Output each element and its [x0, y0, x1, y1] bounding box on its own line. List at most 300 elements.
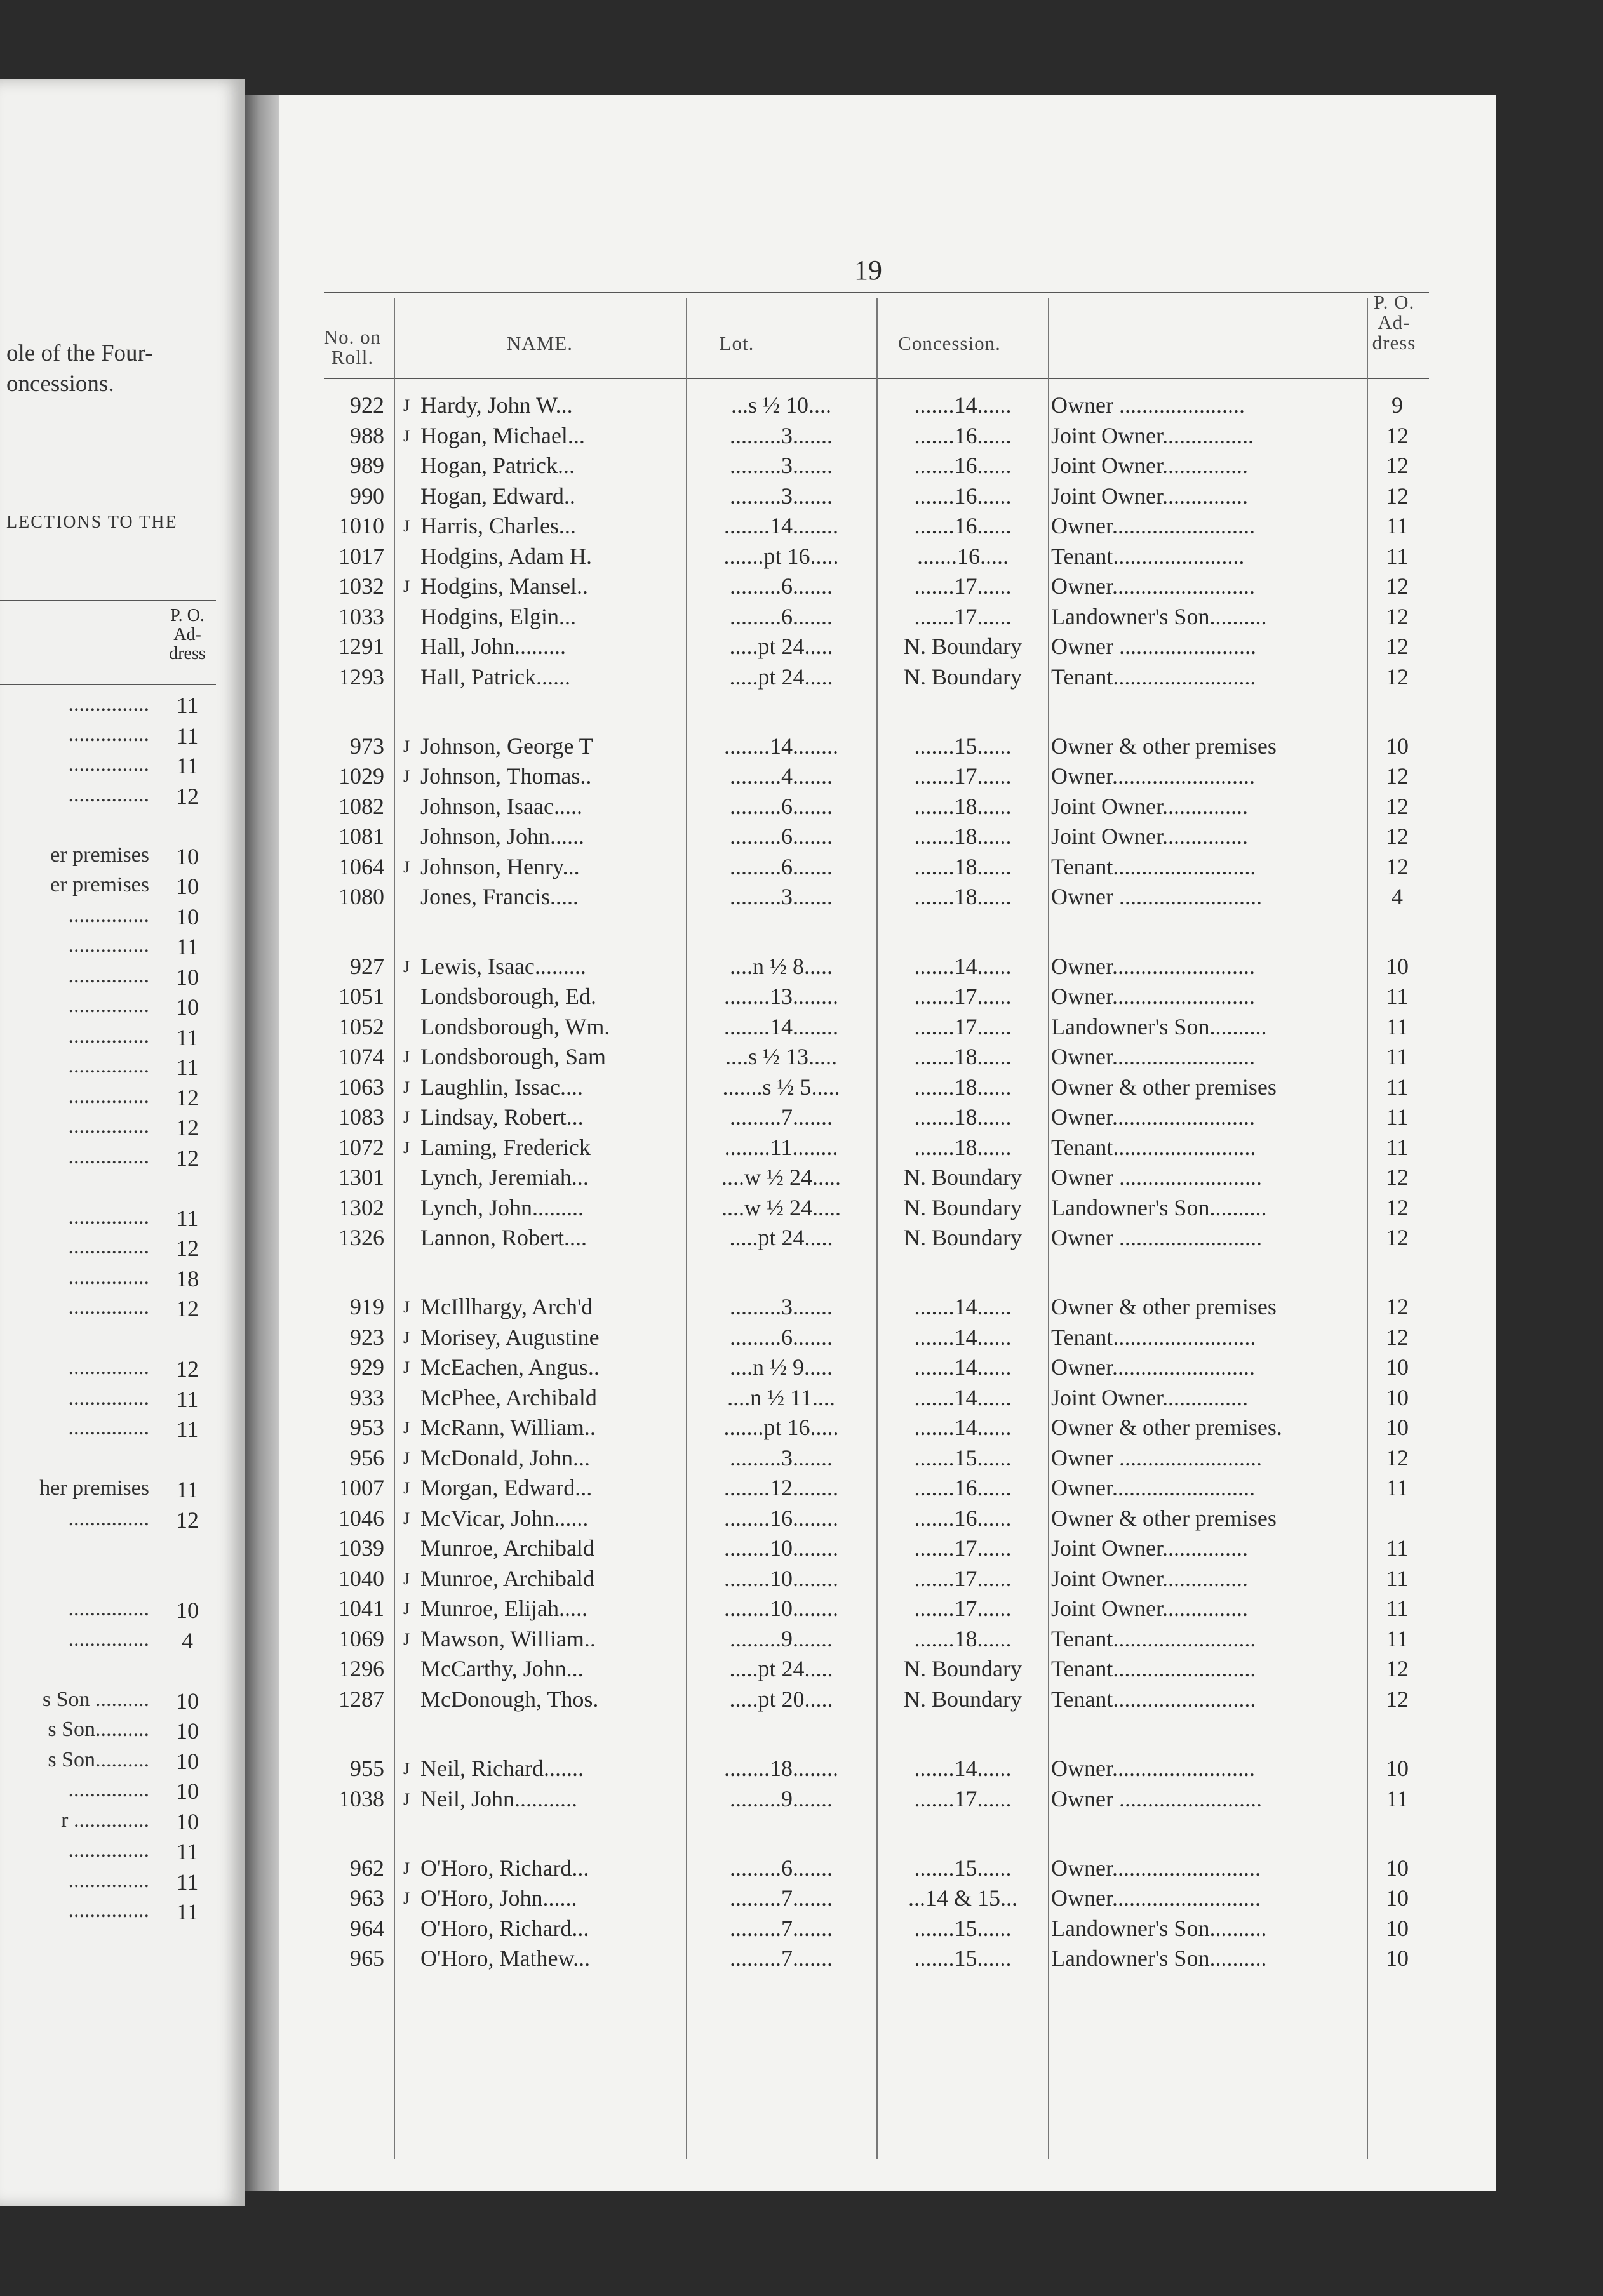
left-top-rule — [0, 600, 216, 601]
table-row — [279, 1012, 1423, 1042]
table-row — [279, 1133, 1423, 1163]
left-row-text: ............... — [68, 722, 149, 746]
table-row — [279, 1223, 1423, 1253]
po-address: 10 — [1386, 1756, 1409, 1781]
voter-name: Munroe, Archibald — [420, 1565, 594, 1591]
roll-number: 1046 — [339, 1505, 384, 1531]
left-row-po: 11 — [176, 1477, 199, 1502]
roll-number: 1038 — [339, 1785, 384, 1812]
qualification: Owner......................... — [1051, 1475, 1255, 1501]
header-name: NAME. — [506, 332, 573, 354]
voter-name: Mawson, William.. — [420, 1625, 596, 1652]
left-row-po: 10 — [176, 843, 199, 869]
left-row-text: ............... — [68, 1084, 149, 1108]
left-row-text: ............... — [68, 1506, 149, 1530]
qualification: Owner.......................... — [1051, 1855, 1261, 1881]
qualification: Joint Owner............... — [1051, 824, 1248, 850]
left-row-po: 11 — [176, 934, 199, 959]
po-address: 11 — [1386, 1596, 1409, 1622]
header-lot: Lot. — [719, 332, 755, 354]
left-row-po: 4 — [182, 1627, 193, 1653]
concession: .......15...... — [914, 1445, 1012, 1471]
qualification: Owner ......................... — [1051, 1445, 1262, 1471]
table-row — [279, 822, 1423, 851]
roll-number: 1041 — [339, 1596, 384, 1622]
qualification: Owner......................... — [1051, 1104, 1255, 1130]
table-row — [279, 1193, 1423, 1223]
po-address: 12 — [1386, 573, 1409, 599]
qualification: Owner......................... — [1051, 763, 1255, 789]
voter-name: Morgan, Edward... — [420, 1475, 593, 1501]
po-address: 12 — [1386, 1225, 1409, 1250]
lot-number: ....s ½ 13..... — [725, 1044, 837, 1069]
juror-mark: J — [403, 1789, 410, 1808]
left-row-text: ............... — [68, 1205, 149, 1229]
juror-mark: J — [403, 1448, 410, 1467]
left-row-po: 10 — [176, 1748, 199, 1774]
roll-number: 953 — [350, 1415, 384, 1441]
left-row-po: 12 — [176, 1145, 199, 1171]
left-row-po: 10 — [176, 1688, 199, 1714]
roll-number: 962 — [350, 1855, 384, 1881]
voter-name: O'Horo, Richard... — [420, 1855, 589, 1881]
lot-number: .........6....... — [730, 1855, 833, 1881]
roll-number: 973 — [350, 733, 384, 759]
table-row — [279, 982, 1423, 1011]
lot-number: ...s ½ 10.... — [730, 392, 831, 418]
concession: .......18...... — [914, 1074, 1012, 1100]
juror-mark: J — [403, 1889, 410, 1908]
po-address: 10 — [1386, 1915, 1409, 1941]
juror-mark: J — [403, 1759, 410, 1778]
concession: .......18...... — [914, 884, 1012, 910]
lot-number: .........9....... — [730, 1625, 833, 1652]
lot-number: .........3....... — [730, 453, 833, 478]
left-heading-line-2: oncessions. — [6, 371, 114, 397]
voter-name: McPhee, Archibald — [420, 1384, 597, 1410]
header-po: P. O. Ad- dress — [1372, 291, 1416, 354]
concession: ...14 & 15... — [908, 1885, 1017, 1911]
roll-number: 1033 — [339, 603, 384, 629]
lot-number: .........9....... — [730, 1785, 833, 1812]
page-number: 19 — [854, 255, 882, 286]
left-row-po: 10 — [176, 874, 199, 899]
left-row-text: ............... — [68, 782, 149, 806]
lot-number: ........10........ — [724, 1565, 838, 1591]
po-address: 11 — [1386, 1785, 1409, 1812]
voter-name: Hodgins, Elgin... — [420, 603, 577, 629]
lot-number: .....pt 24..... — [729, 664, 833, 690]
qualification: Owner......................... — [1051, 1044, 1255, 1069]
table-row — [279, 421, 1423, 451]
left-row-text: ............... — [68, 752, 149, 776]
qualification: Owner......................... — [1051, 953, 1255, 979]
voter-name: Lannon, Robert.... — [420, 1225, 587, 1250]
roll-number: 963 — [350, 1885, 384, 1911]
po-address: 12 — [1386, 603, 1409, 629]
voter-name: McVicar, John...... — [420, 1505, 589, 1531]
roll-number: 1007 — [339, 1475, 384, 1501]
qualification: Landowner's Son.......... — [1051, 1915, 1267, 1941]
left-row-po: 10 — [176, 994, 199, 1020]
left-row-po: 10 — [176, 904, 199, 930]
left-row-po: 11 — [176, 753, 199, 778]
qualification: Owner & other premises. — [1051, 1415, 1282, 1441]
po-address: 12 — [1386, 1324, 1409, 1350]
left-row-text: er premises — [50, 873, 149, 897]
left-row-po: 11 — [176, 1899, 199, 1925]
roll-number: 1296 — [339, 1656, 384, 1682]
concession: .......17...... — [914, 1785, 1012, 1812]
roll-number: 1040 — [339, 1565, 384, 1591]
roll-number: 929 — [350, 1354, 384, 1380]
juror-mark: J — [403, 1479, 410, 1498]
lot-number: .........6....... — [730, 824, 833, 850]
voter-name: Lindsay, Robert... — [420, 1104, 584, 1130]
lot-number: .....pt 24..... — [729, 634, 833, 659]
table-row — [279, 1383, 1423, 1413]
table-row — [279, 792, 1423, 822]
roll-number: 1017 — [339, 543, 384, 569]
qualification: Owner ......................... — [1051, 1225, 1262, 1250]
roll-number: 1072 — [339, 1134, 384, 1160]
left-heading-line-1: ole of the Four- — [6, 340, 153, 366]
right-page — [279, 95, 1496, 2191]
book-gutter — [245, 95, 283, 2191]
concession: .......18...... — [914, 793, 1012, 819]
po-address: 10 — [1386, 733, 1409, 759]
roll-number: 1293 — [339, 664, 384, 690]
po-address: 4 — [1392, 884, 1403, 910]
left-page-fragment — [0, 79, 245, 2206]
header-concession: Concession. — [898, 332, 1001, 354]
roll-number: 1064 — [339, 853, 384, 879]
po-address: 11 — [1386, 1044, 1409, 1069]
left-row-text: ............... — [68, 1627, 149, 1651]
juror-mark: J — [403, 767, 410, 786]
po-address: 10 — [1386, 1885, 1409, 1911]
table-row — [279, 602, 1423, 632]
qualification: Joint Owner................ — [1051, 422, 1254, 448]
left-row-text: ............... — [68, 1265, 149, 1289]
concession: .......14...... — [914, 1324, 1012, 1350]
lot-number: ........10........ — [724, 1535, 838, 1561]
juror-mark: J — [403, 737, 410, 756]
table-row — [279, 1413, 1423, 1443]
table-row — [279, 1102, 1423, 1132]
table-row — [279, 1624, 1423, 1654]
left-row-text: ............... — [68, 903, 149, 927]
po-address: 12 — [1386, 824, 1409, 850]
lot-number: ........16........ — [724, 1505, 838, 1531]
left-row-po: 12 — [176, 1115, 199, 1140]
lot-number: .....pt 20..... — [729, 1686, 833, 1712]
concession: .......17...... — [914, 1013, 1012, 1039]
left-row-text: ............... — [68, 692, 149, 716]
qualification: Owner & other premises — [1051, 1505, 1277, 1531]
po-address: 11 — [1386, 1475, 1409, 1501]
left-row-text: ............... — [68, 1778, 149, 1801]
left-row-po: 18 — [176, 1265, 199, 1292]
concession: .......18...... — [914, 1104, 1012, 1130]
voter-name: O'Horo, Mathew... — [420, 1946, 591, 1972]
qualification: Tenant......................... — [1051, 853, 1256, 879]
lot-number: ....n ½ 11.... — [727, 1384, 835, 1410]
left-row-text: s Son.......... — [48, 1747, 149, 1772]
left-row-po: 10 — [176, 964, 199, 990]
concession: .......17...... — [914, 1535, 1012, 1561]
roll-number: 1082 — [339, 793, 384, 819]
lot-number: ........18........ — [724, 1756, 838, 1781]
concession: .......16...... — [914, 1505, 1012, 1531]
left-row-text: s Son.......... — [48, 1718, 149, 1741]
concession: N. Boundary — [904, 664, 1022, 690]
voter-name: Hall, John......... — [420, 634, 566, 659]
qualification: Owner ......................... — [1051, 884, 1262, 910]
lot-number: .........7....... — [730, 1885, 833, 1911]
voter-name: O'Horo, Richard... — [420, 1915, 589, 1941]
qualification: Owner ...................... — [1051, 392, 1245, 418]
concession: .......16..... — [917, 543, 1009, 569]
left-row-po: 11 — [176, 1055, 199, 1080]
roll-number: 965 — [350, 1946, 384, 1972]
concession: .......17...... — [914, 573, 1012, 599]
po-address: 11 — [1386, 513, 1409, 538]
concession: .......18...... — [914, 1625, 1012, 1652]
table-row — [279, 1594, 1423, 1624]
roll-number: 1083 — [339, 1104, 384, 1130]
qualification: Owner ......................... — [1051, 1165, 1262, 1190]
po-address: 11 — [1386, 1565, 1409, 1591]
po-address: 10 — [1386, 1415, 1409, 1441]
concession: .......14...... — [914, 392, 1012, 418]
table-row — [279, 1292, 1423, 1322]
left-row-text: ............... — [68, 1597, 149, 1620]
qualification: Tenant......................... — [1051, 1324, 1256, 1350]
concession: N. Boundary — [904, 1165, 1022, 1190]
qualification: Owner & other premises — [1051, 733, 1277, 759]
left-row-po: 10 — [176, 1808, 199, 1834]
juror-mark: J — [403, 1048, 410, 1066]
qualification: Tenant....................... — [1051, 543, 1245, 569]
voter-name: McEachen, Angus.. — [420, 1354, 600, 1380]
concession: N. Boundary — [904, 1656, 1022, 1682]
voter-name: Hodgins, Mansel.. — [420, 573, 588, 599]
concession: .......18...... — [914, 1134, 1012, 1160]
table-row — [279, 1072, 1423, 1102]
po-address: 11 — [1386, 1134, 1409, 1160]
table-row — [279, 1443, 1423, 1473]
table-row — [279, 662, 1423, 692]
voter-name: Londsborough, Sam — [420, 1044, 606, 1069]
concession: N. Boundary — [904, 1686, 1022, 1712]
roll-number: 1080 — [339, 884, 384, 910]
roll-number: 990 — [350, 483, 384, 509]
po-address: 12 — [1386, 1165, 1409, 1190]
juror-mark: J — [403, 396, 410, 415]
qualification: Owner......................... — [1051, 1756, 1255, 1781]
left-row-text: ............... — [68, 1356, 149, 1379]
roll-number: 919 — [350, 1294, 384, 1320]
left-row-po: 11 — [176, 693, 199, 718]
concession: .......17...... — [914, 763, 1012, 789]
voter-name: McCarthy, John... — [420, 1656, 584, 1682]
lot-number: .........6....... — [730, 603, 833, 629]
roll-number: 989 — [350, 453, 384, 478]
qualification: Landowner's Son.......... — [1051, 1194, 1267, 1220]
lot-number: .........4....... — [730, 763, 833, 789]
qualification: Owner & other premises — [1051, 1074, 1277, 1100]
qualification: Joint Owner............... — [1051, 1596, 1248, 1622]
voter-name: Munroe, Archibald — [420, 1535, 594, 1561]
lot-number: ........14........ — [724, 733, 838, 759]
left-row-po: 11 — [176, 1024, 199, 1050]
left-po-header: P. O. Ad- dress — [169, 606, 206, 664]
voter-name: Laughlin, Issac.... — [420, 1074, 583, 1100]
voter-name: Johnson, Henry... — [420, 853, 580, 879]
lot-number: ........11........ — [724, 1134, 838, 1160]
lot-number: ........14........ — [724, 1013, 838, 1039]
voter-name: Johnson, George T — [420, 733, 593, 759]
table-row — [279, 1853, 1423, 1883]
left-row-po: 10 — [176, 1598, 199, 1623]
roll-number: 1081 — [339, 824, 384, 850]
concession: .......15...... — [914, 1946, 1012, 1972]
roll-number: 956 — [350, 1445, 384, 1471]
left-row-po: 12 — [176, 1296, 199, 1321]
left-row-po: 12 — [176, 1236, 199, 1261]
qualification: Owner ........................ — [1051, 634, 1256, 659]
voter-name: Jones, Francis..... — [420, 884, 579, 910]
juror-mark: J — [403, 1599, 410, 1619]
left-row-text: ............... — [68, 1899, 149, 1922]
left-row-text: ............... — [68, 1235, 149, 1258]
lot-number: .........7....... — [730, 1915, 833, 1941]
left-row-po: 12 — [176, 783, 199, 809]
lot-number: .........3....... — [730, 884, 833, 910]
qualification: Owner ......................... — [1051, 1785, 1262, 1812]
roll-number: 1287 — [339, 1686, 384, 1712]
table-row — [279, 1883, 1423, 1913]
po-address: 12 — [1386, 422, 1409, 448]
table-row — [279, 542, 1423, 571]
juror-mark: J — [403, 1358, 410, 1377]
roll-number: 933 — [350, 1384, 384, 1410]
concession: .......17...... — [914, 1596, 1012, 1622]
po-address: 9 — [1392, 392, 1403, 418]
voter-name: Johnson, Thomas.. — [420, 763, 592, 789]
voter-name: Londsborough, Wm. — [420, 1013, 610, 1039]
left-row-po: 12 — [176, 1507, 199, 1533]
table-row — [279, 852, 1423, 882]
left-row-text: ............... — [68, 1385, 149, 1410]
roll-number: 1074 — [339, 1044, 384, 1069]
table-row — [279, 1504, 1423, 1533]
table-row — [279, 451, 1423, 481]
concession: N. Boundary — [904, 1225, 1022, 1250]
lot-number: .........7....... — [730, 1946, 833, 1972]
lot-number: .........6....... — [730, 1324, 833, 1350]
table-row — [279, 1352, 1423, 1382]
voter-name: Hardy, John W... — [420, 392, 573, 418]
voter-name: McRann, William.. — [420, 1415, 596, 1441]
po-address: 12 — [1386, 1686, 1409, 1712]
roll-number: 1301 — [339, 1165, 384, 1190]
po-address: 11 — [1386, 1013, 1409, 1039]
left-row-po: 11 — [176, 1869, 199, 1895]
po-address: 11 — [1386, 1625, 1409, 1652]
po-address: 11 — [1386, 1535, 1409, 1561]
po-address: 10 — [1386, 1946, 1409, 1972]
lot-number: .........3....... — [730, 483, 833, 509]
po-address: 10 — [1386, 953, 1409, 979]
voter-name: Lynch, Jeremiah... — [420, 1165, 589, 1190]
lot-number: ........13........ — [724, 984, 838, 1009]
po-address: 12 — [1386, 1656, 1409, 1682]
concession: .......14...... — [914, 953, 1012, 979]
voter-name: O'Horo, John...... — [420, 1885, 577, 1911]
juror-mark: J — [403, 1078, 410, 1097]
voter-name: Laming, Frederick — [420, 1134, 591, 1160]
table-row — [279, 1533, 1423, 1563]
lot-number: .........3....... — [730, 422, 833, 448]
juror-mark: J — [403, 426, 410, 445]
voter-name: McDonough, Thos. — [420, 1686, 599, 1712]
lot-number: ....n ½ 8..... — [730, 953, 833, 979]
left-row-po: 12 — [176, 1085, 199, 1111]
left-row-po: 11 — [176, 723, 199, 749]
lot-number: .......s ½ 5..... — [722, 1074, 840, 1100]
left-row-text: ............... — [68, 1054, 149, 1078]
left-row-text: ............... — [68, 933, 149, 957]
table-row — [279, 1042, 1423, 1072]
lot-number: ........12........ — [724, 1475, 838, 1501]
concession: .......18...... — [914, 1044, 1012, 1069]
po-address: 12 — [1386, 453, 1409, 478]
juror-mark: J — [403, 1509, 410, 1528]
concession: .......16...... — [914, 483, 1012, 509]
voter-name: Londsborough, Ed. — [420, 984, 596, 1009]
table-row — [279, 481, 1423, 511]
qualification: Landowner's Son.......... — [1051, 1946, 1267, 1972]
lot-number: ....w ½ 24..... — [721, 1165, 841, 1190]
concession: .......14...... — [914, 1354, 1012, 1380]
table-row — [279, 761, 1423, 791]
concession: .......17...... — [914, 603, 1012, 629]
qualification: Owner......................... — [1051, 1354, 1255, 1380]
voter-name: Munroe, Elijah..... — [420, 1596, 587, 1622]
header-roll: No. on Roll. — [323, 326, 382, 368]
concession: .......17...... — [914, 984, 1012, 1009]
table-row — [279, 1323, 1423, 1352]
voter-name: McDonald, John... — [420, 1445, 590, 1471]
left-row-text: s Son .......... — [42, 1687, 149, 1711]
table-row — [279, 1754, 1423, 1784]
juror-mark: J — [403, 1629, 410, 1648]
qualification: Joint Owner............... — [1051, 1565, 1248, 1591]
qualification: Joint Owner............... — [1051, 1535, 1248, 1561]
po-address: 11 — [1386, 1074, 1409, 1100]
po-address: 11 — [1386, 543, 1409, 569]
lot-number: .......pt 16..... — [723, 543, 839, 569]
concession: .......18...... — [914, 853, 1012, 879]
left-row-text: r .............. — [61, 1808, 149, 1832]
roll-number: 927 — [350, 953, 384, 979]
juror-mark: J — [403, 1859, 410, 1878]
lot-number: .........6....... — [730, 573, 833, 599]
table-row — [279, 632, 1423, 662]
table-row — [279, 731, 1423, 761]
